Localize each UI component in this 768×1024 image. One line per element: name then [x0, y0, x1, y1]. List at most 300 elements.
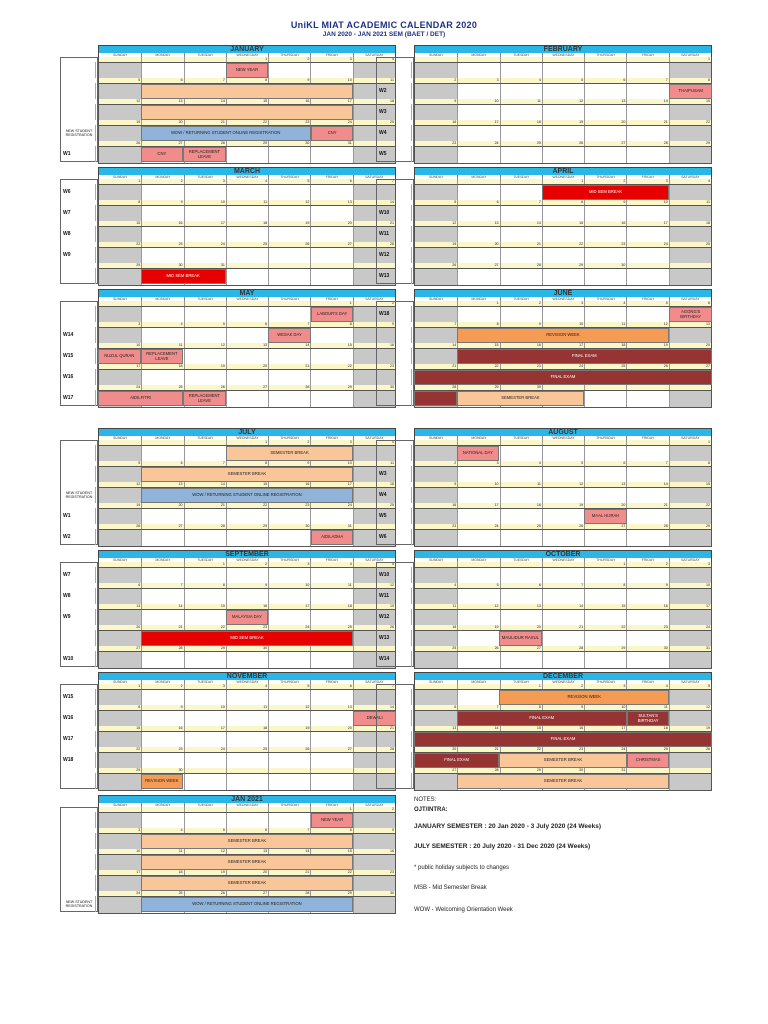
calendar-event-holiday[interactable]: NUZUL QURAN: [98, 349, 141, 364]
day-cell[interactable]: [626, 589, 668, 605]
calendar-event-exam[interactable]: FINAL EXAM: [414, 732, 712, 747]
day-cell[interactable]: [226, 509, 268, 525]
day-cell[interactable]: [226, 774, 268, 790]
day-cell[interactable]: [310, 328, 352, 344]
day-cell[interactable]: [184, 589, 226, 605]
day-cell[interactable]: [669, 63, 711, 79]
day-cell[interactable]: [99, 855, 141, 871]
day-cell[interactable]: [415, 610, 457, 626]
day-cell[interactable]: [626, 446, 668, 462]
day-cell[interactable]: [310, 391, 352, 407]
calendar-event-exam[interactable]: FINAL EXAM: [457, 711, 627, 726]
day-cell[interactable]: [500, 509, 542, 525]
day-cell[interactable]: [268, 147, 310, 163]
day-cell[interactable]: [310, 774, 352, 790]
day-cell[interactable]: [226, 711, 268, 727]
day-cell[interactable]: [226, 589, 268, 605]
day-cell[interactable]: [669, 488, 711, 504]
calendar-event-holiday[interactable]: AIDILADHA: [311, 530, 354, 545]
day-cell[interactable]: [669, 530, 711, 546]
day-cell[interactable]: [141, 307, 183, 323]
day-cell[interactable]: [141, 509, 183, 525]
day-cell[interactable]: [268, 391, 310, 407]
calendar-event-exam[interactable]: FINAL EXAM: [414, 370, 712, 385]
day-cell[interactable]: [500, 227, 542, 243]
calendar-event-break[interactable]: SEMESTER BREAK: [226, 446, 354, 461]
day-cell[interactable]: [584, 126, 626, 142]
day-cell[interactable]: [226, 269, 268, 285]
day-cell[interactable]: [184, 370, 226, 386]
day-cell[interactable]: [99, 690, 141, 706]
day-cell[interactable]: [626, 610, 668, 626]
day-cell[interactable]: [184, 610, 226, 626]
day-cell[interactable]: [584, 568, 626, 584]
day-cell[interactable]: [669, 269, 711, 285]
calendar-event-wow[interactable]: WOW / RETURNING STUDENT ONLINE REGISTRATION: [141, 126, 311, 141]
day-cell[interactable]: [415, 589, 457, 605]
day-cell[interactable]: [415, 185, 457, 201]
day-cell[interactable]: [268, 568, 310, 584]
day-cell[interactable]: [184, 732, 226, 748]
day-cell[interactable]: [626, 84, 668, 100]
day-cell[interactable]: [268, 185, 310, 201]
day-cell[interactable]: [584, 269, 626, 285]
day-cell[interactable]: [184, 753, 226, 769]
day-cell[interactable]: [626, 269, 668, 285]
day-cell[interactable]: [226, 147, 268, 163]
day-cell[interactable]: [99, 530, 141, 546]
day-cell[interactable]: [415, 63, 457, 79]
day-cell[interactable]: [500, 63, 542, 79]
day-cell[interactable]: [500, 206, 542, 222]
day-cell[interactable]: [226, 206, 268, 222]
day-cell[interactable]: [310, 349, 352, 365]
day-cell[interactable]: [99, 488, 141, 504]
day-cell[interactable]: [457, 105, 499, 121]
day-cell[interactable]: [500, 488, 542, 504]
day-cell[interactable]: [141, 652, 183, 668]
day-cell[interactable]: [542, 63, 584, 79]
day-cell[interactable]: [415, 711, 457, 727]
day-cell[interactable]: [584, 63, 626, 79]
calendar-event-msb[interactable]: MID SEM BREAK: [141, 631, 354, 646]
day-cell[interactable]: [669, 568, 711, 584]
calendar-event-break[interactable]: SEMESTER BREAK: [457, 391, 585, 406]
day-cell[interactable]: [268, 652, 310, 668]
day-cell[interactable]: [500, 248, 542, 264]
day-cell[interactable]: [669, 690, 711, 706]
day-cell[interactable]: [99, 446, 141, 462]
calendar-event-break[interactable]: [141, 84, 354, 99]
day-cell[interactable]: [226, 391, 268, 407]
day-cell[interactable]: [626, 227, 668, 243]
day-cell[interactable]: [141, 610, 183, 626]
day-cell[interactable]: [669, 227, 711, 243]
day-cell[interactable]: [268, 774, 310, 790]
calendar-event-break[interactable]: [141, 105, 354, 120]
day-cell[interactable]: [310, 690, 352, 706]
day-cell[interactable]: [584, 467, 626, 483]
day-cell[interactable]: [184, 446, 226, 462]
day-cell[interactable]: [141, 63, 183, 79]
day-cell[interactable]: [310, 589, 352, 605]
calendar-event-holiday[interactable]: REPLACEMENT LEAVE: [183, 147, 226, 162]
day-cell[interactable]: [184, 349, 226, 365]
day-cell[interactable]: [268, 732, 310, 748]
day-cell[interactable]: [626, 467, 668, 483]
calendar-event-holiday[interactable]: THAIPUSAM: [669, 84, 712, 99]
day-cell[interactable]: [141, 589, 183, 605]
day-cell[interactable]: [353, 855, 395, 871]
day-cell[interactable]: [141, 227, 183, 243]
day-cell[interactable]: [542, 610, 584, 626]
day-cell[interactable]: [268, 227, 310, 243]
day-cell[interactable]: [626, 105, 668, 121]
day-cell[interactable]: [457, 530, 499, 546]
day-cell[interactable]: [226, 370, 268, 386]
calendar-event-exam[interactable]: [414, 391, 457, 406]
day-cell[interactable]: [141, 813, 183, 829]
day-cell[interactable]: [626, 631, 668, 647]
day-cell[interactable]: [310, 227, 352, 243]
calendar-event-break[interactable]: SEMESTER BREAK: [457, 774, 670, 789]
day-cell[interactable]: [415, 690, 457, 706]
day-cell[interactable]: [268, 813, 310, 829]
day-cell[interactable]: [669, 206, 711, 222]
day-cell[interactable]: [99, 589, 141, 605]
day-cell[interactable]: [457, 690, 499, 706]
day-cell[interactable]: [457, 488, 499, 504]
calendar-event-msb[interactable]: MID SEM BREAK: [542, 185, 670, 200]
day-cell[interactable]: [415, 467, 457, 483]
day-cell[interactable]: [669, 711, 711, 727]
day-cell[interactable]: [626, 307, 668, 323]
day-cell[interactable]: [415, 248, 457, 264]
calendar-event-msb[interactable]: MID SEM BREAK: [141, 269, 226, 284]
calendar-event-break[interactable]: SEMESTER BREAK: [141, 834, 354, 849]
day-cell[interactable]: [226, 568, 268, 584]
day-cell[interactable]: [184, 813, 226, 829]
day-cell[interactable]: [500, 446, 542, 462]
day-cell[interactable]: [99, 206, 141, 222]
day-cell[interactable]: [626, 488, 668, 504]
day-cell[interactable]: [415, 774, 457, 790]
day-cell[interactable]: [457, 269, 499, 285]
day-cell[interactable]: [353, 876, 395, 892]
day-cell[interactable]: [500, 269, 542, 285]
day-cell[interactable]: [353, 897, 395, 913]
day-cell[interactable]: [415, 446, 457, 462]
day-cell[interactable]: [669, 509, 711, 525]
day-cell[interactable]: [584, 84, 626, 100]
day-cell[interactable]: [141, 568, 183, 584]
day-cell[interactable]: [184, 509, 226, 525]
day-cell[interactable]: [415, 206, 457, 222]
day-cell[interactable]: [415, 568, 457, 584]
day-cell[interactable]: [669, 105, 711, 121]
day-cell[interactable]: [542, 589, 584, 605]
day-cell[interactable]: [310, 732, 352, 748]
day-cell[interactable]: [542, 147, 584, 163]
day-cell[interactable]: [626, 63, 668, 79]
day-cell[interactable]: [626, 206, 668, 222]
day-cell[interactable]: [310, 509, 352, 525]
day-cell[interactable]: [584, 446, 626, 462]
day-cell[interactable]: [226, 652, 268, 668]
day-cell[interactable]: [99, 834, 141, 850]
day-cell[interactable]: [99, 370, 141, 386]
day-cell[interactable]: [310, 63, 352, 79]
day-cell[interactable]: [415, 509, 457, 525]
day-cell[interactable]: [457, 589, 499, 605]
day-cell[interactable]: [542, 652, 584, 668]
day-cell[interactable]: [268, 753, 310, 769]
day-cell[interactable]: [99, 631, 141, 647]
day-cell[interactable]: [500, 467, 542, 483]
day-cell[interactable]: [584, 105, 626, 121]
day-cell[interactable]: [542, 488, 584, 504]
day-cell[interactable]: [542, 631, 584, 647]
day-cell[interactable]: [457, 631, 499, 647]
day-cell[interactable]: [310, 269, 352, 285]
day-cell[interactable]: [141, 690, 183, 706]
day-cell[interactable]: [310, 185, 352, 201]
day-cell[interactable]: [457, 126, 499, 142]
day-cell[interactable]: [415, 84, 457, 100]
day-cell[interactable]: [542, 206, 584, 222]
calendar-event-holiday[interactable]: CHRISTMAS: [627, 753, 670, 768]
day-cell[interactable]: [584, 391, 626, 407]
day-cell[interactable]: [584, 227, 626, 243]
day-cell[interactable]: [99, 753, 141, 769]
day-cell[interactable]: [184, 328, 226, 344]
day-cell[interactable]: [626, 652, 668, 668]
day-cell[interactable]: [268, 509, 310, 525]
day-cell[interactable]: [99, 876, 141, 892]
calendar-event-break[interactable]: SEMESTER BREAK: [141, 876, 354, 891]
day-cell[interactable]: [99, 105, 141, 121]
day-cell[interactable]: [457, 227, 499, 243]
day-cell[interactable]: [141, 446, 183, 462]
day-cell[interactable]: [226, 732, 268, 748]
day-cell[interactable]: [99, 732, 141, 748]
day-cell[interactable]: [669, 589, 711, 605]
day-cell[interactable]: [268, 610, 310, 626]
day-cell[interactable]: [184, 711, 226, 727]
day-cell[interactable]: [268, 269, 310, 285]
day-cell[interactable]: [542, 530, 584, 546]
calendar-event-break[interactable]: SEMESTER BREAK: [141, 855, 354, 870]
day-cell[interactable]: [268, 589, 310, 605]
calendar-event-holiday[interactable]: NEW YEAR: [226, 63, 269, 78]
day-cell[interactable]: [542, 568, 584, 584]
day-cell[interactable]: [669, 774, 711, 790]
day-cell[interactable]: [669, 467, 711, 483]
day-cell[interactable]: [542, 467, 584, 483]
day-cell[interactable]: [500, 185, 542, 201]
day-cell[interactable]: [626, 391, 668, 407]
day-cell[interactable]: [500, 610, 542, 626]
day-cell[interactable]: [457, 467, 499, 483]
day-cell[interactable]: [141, 711, 183, 727]
day-cell[interactable]: [584, 631, 626, 647]
calendar-event-revision[interactable]: REVISION WEEK: [499, 690, 669, 705]
calendar-event-holiday[interactable]: MAULIDUR RASUL: [499, 631, 542, 646]
day-cell[interactable]: [626, 248, 668, 264]
day-cell[interactable]: [500, 307, 542, 323]
day-cell[interactable]: [99, 126, 141, 142]
day-cell[interactable]: [669, 446, 711, 462]
day-cell[interactable]: [415, 105, 457, 121]
day-cell[interactable]: [226, 813, 268, 829]
day-cell[interactable]: [584, 206, 626, 222]
day-cell[interactable]: [99, 568, 141, 584]
day-cell[interactable]: [353, 813, 395, 829]
day-cell[interactable]: [99, 813, 141, 829]
calendar-event-break[interactable]: SEMESTER BREAK: [141, 467, 354, 482]
day-cell[interactable]: [415, 227, 457, 243]
day-cell[interactable]: [226, 248, 268, 264]
day-cell[interactable]: [415, 269, 457, 285]
day-cell[interactable]: [415, 126, 457, 142]
day-cell[interactable]: [99, 84, 141, 100]
day-cell[interactable]: [184, 568, 226, 584]
day-cell[interactable]: [500, 652, 542, 668]
day-cell[interactable]: [415, 349, 457, 365]
day-cell[interactable]: [669, 652, 711, 668]
day-cell[interactable]: [310, 206, 352, 222]
day-cell[interactable]: [268, 349, 310, 365]
day-cell[interactable]: [184, 307, 226, 323]
day-cell[interactable]: [99, 328, 141, 344]
day-cell[interactable]: [542, 105, 584, 121]
day-cell[interactable]: [626, 568, 668, 584]
day-cell[interactable]: [310, 370, 352, 386]
day-cell[interactable]: [584, 652, 626, 668]
day-cell[interactable]: [584, 610, 626, 626]
day-cell[interactable]: [584, 530, 626, 546]
day-cell[interactable]: [184, 774, 226, 790]
calendar-event-holiday[interactable]: WESAK DAY: [268, 328, 311, 343]
day-cell[interactable]: [457, 568, 499, 584]
calendar-event-wow[interactable]: WOW / RETURNING STUDENT ONLINE REGISTRATION: [141, 488, 354, 503]
day-cell[interactable]: [310, 753, 352, 769]
day-cell[interactable]: [415, 530, 457, 546]
day-cell[interactable]: [141, 328, 183, 344]
day-cell[interactable]: [268, 530, 310, 546]
day-cell[interactable]: [141, 185, 183, 201]
day-cell[interactable]: [415, 488, 457, 504]
day-cell[interactable]: [184, 227, 226, 243]
day-cell[interactable]: [226, 690, 268, 706]
day-cell[interactable]: [184, 185, 226, 201]
day-cell[interactable]: [626, 147, 668, 163]
day-cell[interactable]: [99, 248, 141, 264]
day-cell[interactable]: [184, 652, 226, 668]
day-cell[interactable]: [669, 185, 711, 201]
day-cell[interactable]: [184, 63, 226, 79]
day-cell[interactable]: [268, 206, 310, 222]
day-cell[interactable]: [99, 269, 141, 285]
day-cell[interactable]: [669, 126, 711, 142]
day-cell[interactable]: [415, 307, 457, 323]
day-cell[interactable]: [268, 248, 310, 264]
day-cell[interactable]: [226, 307, 268, 323]
day-cell[interactable]: [669, 610, 711, 626]
day-cell[interactable]: [626, 530, 668, 546]
day-cell[interactable]: [415, 652, 457, 668]
day-cell[interactable]: [415, 631, 457, 647]
day-cell[interactable]: [669, 147, 711, 163]
day-cell[interactable]: [669, 248, 711, 264]
calendar-event-exam[interactable]: SULTAN'S BIRTHDAY: [627, 711, 670, 726]
day-cell[interactable]: [457, 206, 499, 222]
day-cell[interactable]: [226, 530, 268, 546]
day-cell[interactable]: [542, 84, 584, 100]
day-cell[interactable]: [99, 509, 141, 525]
day-cell[interactable]: [226, 185, 268, 201]
day-cell[interactable]: [268, 711, 310, 727]
day-cell[interactable]: [500, 105, 542, 121]
day-cell[interactable]: [268, 370, 310, 386]
day-cell[interactable]: [99, 63, 141, 79]
day-cell[interactable]: [457, 652, 499, 668]
day-cell[interactable]: [141, 732, 183, 748]
day-cell[interactable]: [669, 391, 711, 407]
day-cell[interactable]: [99, 147, 141, 163]
day-cell[interactable]: [226, 349, 268, 365]
day-cell[interactable]: [99, 711, 141, 727]
calendar-event-holiday[interactable]: CNY: [141, 147, 184, 162]
day-cell[interactable]: [500, 589, 542, 605]
calendar-event-revision[interactable]: REVISION WEEK: [141, 774, 184, 789]
day-cell[interactable]: [584, 589, 626, 605]
day-cell[interactable]: [669, 631, 711, 647]
day-cell[interactable]: [268, 307, 310, 323]
day-cell[interactable]: [500, 126, 542, 142]
calendar-event-holiday[interactable]: DEWALI: [353, 711, 396, 726]
calendar-event-holiday[interactable]: NATIONAL DAY: [457, 446, 500, 461]
day-cell[interactable]: [226, 227, 268, 243]
day-cell[interactable]: [584, 488, 626, 504]
day-cell[interactable]: [500, 84, 542, 100]
day-cell[interactable]: [184, 530, 226, 546]
day-cell[interactable]: [542, 248, 584, 264]
day-cell[interactable]: [99, 897, 141, 913]
day-cell[interactable]: [99, 610, 141, 626]
day-cell[interactable]: [457, 509, 499, 525]
day-cell[interactable]: [584, 248, 626, 264]
day-cell[interactable]: [353, 834, 395, 850]
day-cell[interactable]: [141, 248, 183, 264]
calendar-event-holiday[interactable]: REPLACEMENT LEAVE: [183, 391, 226, 406]
day-cell[interactable]: [415, 147, 457, 163]
calendar-event-wow[interactable]: WOW / RETURNING STUDENT ONLINE REGISTRATION: [141, 897, 354, 912]
day-cell[interactable]: [310, 610, 352, 626]
calendar-event-holiday[interactable]: MAAL HIJRAH: [584, 509, 627, 524]
calendar-event-holiday[interactable]: REPLACEMENT LEAVE: [141, 349, 184, 364]
day-cell[interactable]: [626, 509, 668, 525]
day-cell[interactable]: [184, 690, 226, 706]
day-cell[interactable]: [268, 63, 310, 79]
day-cell[interactable]: [457, 63, 499, 79]
calendar-event-holiday[interactable]: CNY: [311, 126, 354, 141]
day-cell[interactable]: [141, 530, 183, 546]
day-cell[interactable]: [99, 307, 141, 323]
day-cell[interactable]: [542, 307, 584, 323]
day-cell[interactable]: [500, 530, 542, 546]
calendar-event-exam[interactable]: FINAL EXAM: [414, 753, 499, 768]
